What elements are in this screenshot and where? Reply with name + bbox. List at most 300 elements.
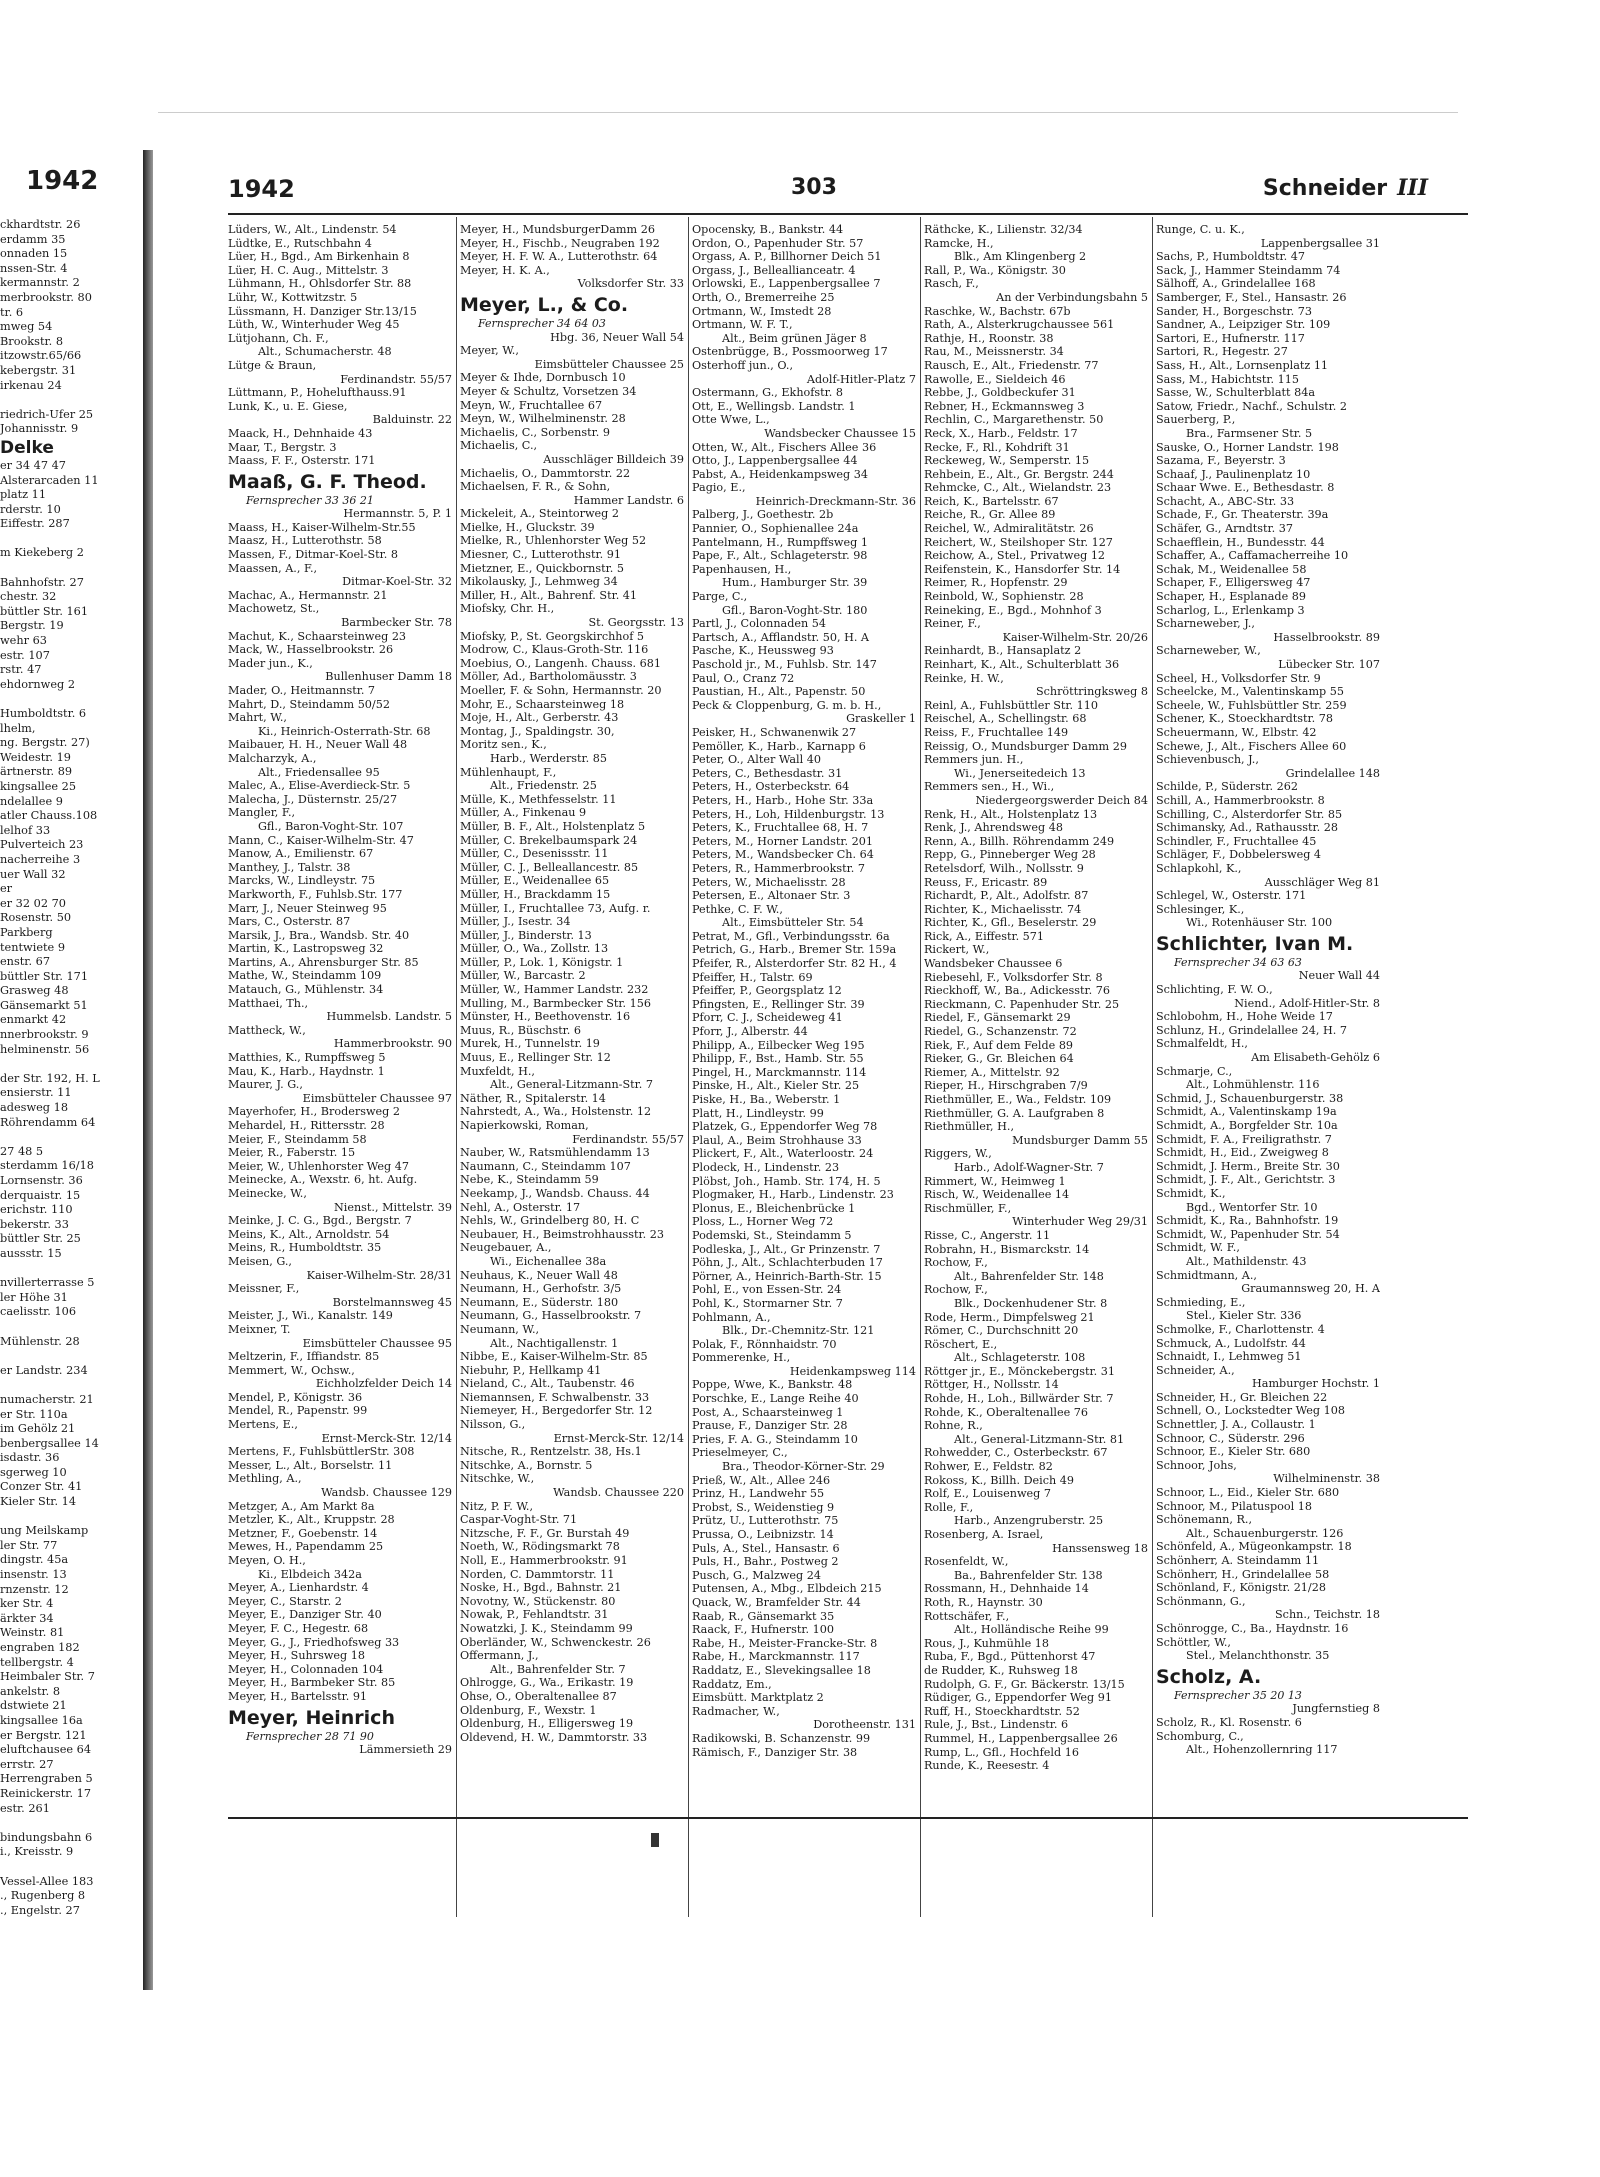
directory-entry: Ohlrogge, G., Wa., Erikastr. 19	[460, 1676, 634, 1690]
directory-entry: Reischel, A., Schellingstr. 68	[924, 712, 1087, 726]
directory-entry: Mülle, K., Methfesselstr. 11	[460, 792, 617, 806]
left-page-line: büttler Str. 171	[0, 969, 89, 983]
directory-entry: Miofsky, Chr. H.,	[460, 602, 555, 616]
left-page-line: rderstr. 10	[0, 502, 61, 516]
directory-entry: Hammer Landstr. 6	[573, 493, 684, 507]
directory-entry: Schmolke, F., Charlottenstr. 4	[1156, 1322, 1325, 1336]
left-page-line: ndelallee 9	[0, 794, 63, 808]
left-page-line: ler Str. 77	[0, 1538, 58, 1552]
telephone-line: Fernsprecher 34 64 03	[478, 316, 606, 330]
directory-entry: Meyer, G., J., Friedhofsweg 33	[228, 1635, 400, 1649]
directory-entry: Schönmann, G.,	[1156, 1594, 1246, 1608]
directory-entry: Riggers, W.,	[924, 1147, 992, 1161]
directory-entry: Meins, R., Humboldtstr. 35	[228, 1241, 382, 1255]
left-page-line: riedrich-Ufer 25	[0, 407, 94, 421]
directory-entry: Schönland, F., Königstr. 21/28	[1156, 1581, 1326, 1595]
bold-listing-name: Meyer, L., & Co.	[460, 293, 629, 316]
left-page-line: rnzenstr. 12	[0, 1582, 69, 1596]
directory-entry: Schlichting, F. W. O.,	[1156, 983, 1273, 997]
left-page-line: tentwiete 9	[0, 940, 66, 954]
directory-entry: Scheele, W., Fuhlsbüttler Str. 259	[1156, 698, 1347, 712]
directory-entry: Noske, H., Bgd., Bahnstr. 21	[460, 1581, 622, 1595]
left-page-line: caelisstr. 106	[0, 1305, 77, 1319]
directory-entry: Alt., Schlageterstr. 108	[954, 1351, 1086, 1365]
directory-entry: Otte Wwe, L.,	[692, 413, 770, 427]
telephone-line: Fernsprecher 34 63 63	[1174, 955, 1302, 969]
directory-entry: Schmidt, J. F., Alt., Gerichtstr. 3	[1156, 1173, 1336, 1187]
directory-entry: Reichow, A., Stel., Privatweg 12	[924, 549, 1106, 563]
left-page-line: büttler Str. 25	[0, 1232, 81, 1246]
directory-entry: Ostermann, G., Ekhofstr. 8	[692, 386, 843, 400]
directory-entry: Reuss, F., Ericastr. 89	[924, 875, 1048, 889]
directory-entry: Malecha, J., Düsternstr. 25/27	[228, 792, 398, 806]
directory-entry: Peters, H., Harb., Hohe Str. 33a	[692, 793, 874, 807]
directory-entry: Rummel, H., Lappenbergsallee 26	[924, 1731, 1118, 1745]
directory-entry: Malec, A., Elise-Averdieck-Str. 5	[228, 779, 411, 793]
directory-entry: Ausschläger Weg 81	[1264, 875, 1380, 889]
directory-entry: Jungfernstieg 8	[1292, 1702, 1380, 1716]
directory-entry: Raack, F., Hufnerstr. 100	[692, 1623, 834, 1637]
directory-entry: Probst, S., Weidenstieg 9	[692, 1500, 835, 1514]
left-page-line: nvillerterrasse 5	[0, 1276, 95, 1290]
directory-entry: Pfeiffer, P., Georgsplatz 12	[692, 984, 842, 998]
directory-entry: Pohl, E., von Essen-Str. 24	[692, 1283, 842, 1297]
directory-entry: Noll, E., Hammerbrookstr. 91	[460, 1554, 628, 1567]
directory-entry: Rosenberg, A. Israel,	[924, 1528, 1044, 1541]
directory-entry: Schmidt, F. A., Freiligrathstr. 7	[1156, 1132, 1332, 1146]
directory-entry: Meyer, H., Barmbeker Str. 85	[228, 1676, 396, 1690]
directory-entry: Meyer, C., Starstr. 2	[228, 1594, 342, 1608]
directory-entry: Nehls, W., Grindelberg 80, H. C	[460, 1214, 640, 1228]
directory-entry: Matthaei, Th.,	[228, 996, 309, 1010]
running-title	[1263, 175, 1428, 201]
directory-entry: Alt., General-Litzmann-Str. 81	[954, 1432, 1125, 1446]
directory-entry: Schönherr, A. Steindamm 11	[1156, 1554, 1320, 1567]
left-page-line: derquaistr. 15	[0, 1188, 81, 1202]
directory-entry: Müller, I., Fruchtallee 73, Aufg. r.	[460, 901, 651, 915]
directory-entry: Rabe, H., Meister-Francke-Str. 8	[692, 1636, 878, 1650]
directory-entry: Reiner, F.,	[924, 617, 981, 631]
directory-entry: Nehl, A., Osterstr. 17	[460, 1200, 581, 1214]
directory-entry: Richter, K., Michaelisstr. 74	[924, 902, 1082, 916]
directory-entry: Methling, A.,	[228, 1472, 302, 1486]
left-page-line: platz 11	[0, 488, 47, 502]
left-page-line	[0, 1816, 140, 1831]
left-page-line: helminenstr. 56	[0, 1042, 90, 1056]
left-page-line	[0, 1262, 140, 1277]
left-page-line: Röhrendamm 64	[0, 1115, 96, 1129]
left-page-line: büttler Str. 161	[0, 604, 89, 618]
directory-entry: Neuer Wall 44	[1298, 969, 1380, 983]
directory-entry: Rolf, E., Louisenweg 7	[924, 1487, 1051, 1501]
directory-entry: Mayerhofer, H., Brodersweg 2	[228, 1105, 400, 1119]
directory-entry: Remmers jun. H.,	[924, 753, 1024, 767]
directory-entry: Schindler, F., Fruchtallee 45	[1156, 834, 1317, 848]
directory-entry: Dorotheenstr. 131	[813, 1718, 916, 1732]
directory-entry: Alt., Friedenstr. 25	[490, 779, 597, 793]
directory-entry: Bra., Theodor-Körner-Str. 29	[722, 1460, 885, 1474]
directory-entry: Hasselbrookstr. 89	[1273, 630, 1380, 644]
left-page-line: insenstr. 13	[0, 1568, 67, 1582]
directory-entry: Möller, Ad., Bartholomäusstr. 3	[460, 670, 637, 684]
directory-entry: Rausch, E., Alt., Friedenstr. 77	[924, 358, 1099, 372]
directory-entry: Lüttmann, P., Hohelufthauss.91	[228, 386, 407, 400]
directory-entry: Reissig, O., Mundsburger Damm 29	[924, 739, 1127, 753]
left-page-line	[0, 1378, 140, 1393]
directory-entry: Ferdinandstr. 55/57	[572, 1132, 684, 1146]
left-page-line: Pulverteich 23	[0, 838, 84, 852]
directory-entry: Rolle, F.,	[924, 1500, 974, 1514]
directory-entry: Rick, A., Eiffestr. 571	[924, 929, 1045, 943]
directory-entry: Polak, F., Rönnhaidstr. 70	[692, 1337, 837, 1351]
directory-entry: Riethmüller, E., Wa., Feldstr. 109	[924, 1093, 1112, 1106]
directory-entry: Rieckhoff, W., Ba., Adickesstr. 76	[924, 984, 1110, 998]
directory-entry: Rode, Herm., Dimpfelsweg 21	[924, 1310, 1095, 1324]
left-page-line: aussstr. 15	[0, 1246, 62, 1260]
directory-entry: Eimsbütteler Chaussee 95	[302, 1336, 452, 1350]
left-page-line: nnerbrookstr. 9	[0, 1028, 89, 1042]
directory-entry: Memmert, W., Ochsw.,	[228, 1363, 355, 1377]
directory-entry: Schöttler, W.,	[1156, 1635, 1231, 1649]
directory-entry: Maass, H., Kaiser-Wilhelm-Str.55	[228, 520, 416, 534]
directory-entry: Pasche, K., Heussweg 93	[692, 644, 834, 658]
left-page-line: Vessel-Allee 183	[0, 1874, 94, 1888]
directory-entry: Risch, W., Weidenallee 14	[924, 1188, 1070, 1202]
left-page-line: estr. 261	[0, 1801, 50, 1815]
directory-entry: Remmers sen., H., Wi.,	[924, 780, 1055, 794]
directory-entry: Pannier, O., Sophienallee 24a	[692, 522, 859, 536]
directory-entry: Offermann, J.,	[460, 1649, 539, 1663]
directory-entry: Platt, H., Lindleystr. 99	[692, 1106, 824, 1120]
directory-entry: Mertens, E.,	[228, 1418, 298, 1432]
directory-entry: Schilling, C., Alsterdorfer Str. 85	[1156, 807, 1343, 821]
directory-entry: Orth, O., Bremerreihe 25	[692, 290, 835, 304]
left-page-line: Lornsenstr. 36	[0, 1174, 83, 1187]
directory-entry: Martins, A., Ahrensburger Str. 85	[228, 955, 419, 969]
directory-entry: Rule, J., Bst., Lindenstr. 6	[924, 1718, 1069, 1732]
directory-entry: Rath, A., Alsterkrugchaussee 561	[924, 318, 1115, 332]
left-page-line: engraben 182	[0, 1641, 80, 1654]
directory-entry: Noeth, W., Rödingsmarkt 78	[460, 1540, 620, 1554]
directory-entry: Maurer, J. G.,	[228, 1078, 303, 1092]
directory-entry: Raab, R., Gänsemarkt 35	[692, 1609, 835, 1623]
left-page-line: er 34 47 47	[0, 458, 66, 472]
directory-entry: Reiss, F., Fruchtallee 149	[924, 725, 1069, 739]
directory-entry: Schener, K., Stoeckhardtstr. 78	[1156, 712, 1333, 726]
left-page-line: kingsallee 16a	[0, 1713, 83, 1727]
directory-entry: Ploss, L., Horner Weg 72	[692, 1215, 834, 1229]
directory-entry: Rämisch, F., Danziger Str. 38	[692, 1745, 858, 1759]
directory-entry: Wandsbecker Chaussee 15	[764, 426, 916, 440]
directory-entry: Michaelis, C., Sorbenstr. 9	[460, 425, 610, 439]
directory-entry: Rump, L., Gfl., Hochfeld 16	[924, 1745, 1079, 1759]
directory-entry: Peters, R., Hammerbrookstr. 7	[692, 861, 866, 875]
directory-entry: Schaper, H., Esplanade 89	[1156, 590, 1307, 604]
directory-page	[158, 112, 1458, 2008]
directory-entry: Pfeifer, R., Alsterdorfer Str. 82 H., 4	[692, 957, 897, 971]
left-page-line: mweg 54	[0, 320, 53, 334]
directory-entry: Nitschke, A., Bornstr. 5	[460, 1458, 593, 1472]
directory-entry: Pantelmann, H., Rumpffsweg 1	[692, 535, 868, 549]
directory-entry: Schmarje, C.,	[1156, 1064, 1233, 1078]
directory-entry: Metzger, A., Am Markt 8a	[228, 1499, 375, 1513]
directory-entry: Röschert, E.,	[924, 1337, 998, 1351]
directory-entry: Reinhardt, B., Hansaplatz 2	[924, 644, 1082, 658]
directory-entry: Nitsche, R., Rentzelstr. 38, Hs.1	[460, 1445, 642, 1459]
left-page-line: uer Wall 32	[0, 867, 66, 881]
directory-entry: Rottschäfer, F.,	[924, 1609, 1010, 1623]
directory-entry: Rasch, F.,	[924, 277, 979, 291]
directory-entry: Scharneweber, W.,	[1156, 644, 1261, 658]
directory-entry: Ki., Heinrich-Osterrath-Str. 68	[258, 724, 431, 738]
left-page-line: benbergsallee 14	[0, 1436, 99, 1450]
directory-entry: Heinrich-Dreckmann-Str. 36	[755, 494, 916, 508]
directory-entry: Maibauer, H. H., Neuer Wall 48	[228, 738, 408, 752]
directory-entry: Matthies, K., Rumpffsweg 5	[228, 1051, 386, 1065]
directory-entry: Quack, W., Bramfelder Str. 44	[692, 1595, 861, 1609]
directory-entry: Schaefflein, H., Bundesstr. 44	[1156, 535, 1325, 549]
directory-entry: Satow, Friedr., Nachf., Schulstr. 2	[1156, 399, 1348, 413]
directory-entry: Müller, H., Brackdamm 15	[460, 887, 611, 901]
directory-entry: Osterhoff jun., O.,	[692, 358, 793, 372]
directory-entry: Prussa, O., Leibnizstr. 14	[692, 1528, 834, 1541]
left-page-line: ckhardtstr. 26	[0, 218, 81, 231]
directory-entry: Alt., Hohenzollernring 117	[1186, 1743, 1338, 1757]
directory-entry: Peters, C., Bethesdastr. 31	[692, 766, 843, 780]
directory-entry: Pöhn, J., Alt., Schlachterbuden 17	[692, 1256, 883, 1270]
directory-entry: Plonus, E., Bleichenbrücke 1	[692, 1201, 856, 1215]
directory-entry: St. Georgsstr. 13	[588, 616, 684, 630]
directory-entry: Schnettler, J. A., Collaustr. 1	[1156, 1418, 1316, 1432]
directory-entry: Nahrstedt, A., Wa., Holstenstr. 12	[460, 1105, 652, 1119]
directory-entry: Schmidtmann, A.,	[1156, 1268, 1257, 1282]
directory-entry: Schnoor, L., Eid., Kieler Str. 680	[1156, 1486, 1340, 1500]
directory-entry: Scheuermann, W., Elbstr. 42	[1156, 725, 1317, 739]
directory-entry: Michaelis, C.,	[460, 439, 538, 453]
directory-entry: Müller, C., Desenissstr. 11	[460, 847, 609, 861]
column-divider	[688, 217, 689, 1917]
directory-entry: Meyer, H., Colonnaden 104	[228, 1662, 384, 1676]
directory-entry: Meyer, H., MundsburgerDamm 26	[460, 223, 655, 236]
directory-entry: Meyer, H. K. A.,	[460, 263, 550, 277]
directory-entry: Plöbst, Joh., Hamb. Str. 174, H. 5	[692, 1174, 881, 1188]
column-divider	[1152, 217, 1153, 1917]
left-page-line: erichstr. 110	[0, 1203, 73, 1217]
directory-entry: Parge, C.,	[692, 590, 748, 604]
directory-entry: Pohl, K., Stormarner Str. 7	[692, 1296, 843, 1310]
directory-entry: An der Verbindungsbahn 5	[996, 290, 1148, 304]
directory-entry: Schlapkohl, K.,	[1156, 861, 1242, 875]
directory-entry: Moje, H., Alt., Gerberstr. 43	[460, 711, 619, 725]
directory-entry: Nitschke, W.,	[460, 1472, 535, 1486]
directory-entry: Oldenburg, F., Wexstr. 1	[460, 1703, 597, 1717]
left-page-line: m Kiekeberg 2	[0, 546, 84, 560]
directory-entry: Wandsb. Chaussee 220	[553, 1486, 684, 1500]
directory-entry: Neuhaus, K., Neuer Wall 48	[460, 1268, 618, 1282]
directory-entry: Radmacher, W.,	[692, 1704, 780, 1718]
directory-entry: Winterhuder Weg 29/31	[1012, 1215, 1148, 1229]
directory-entry: Reich, K., Bartelsstr. 67	[924, 494, 1059, 508]
header-year: 1942	[228, 175, 295, 203]
left-page-line: ankelstr. 8	[0, 1684, 61, 1698]
directory-entry: Schlunz, H., Grindelallee 24, H. 7	[1156, 1023, 1347, 1037]
directory-entry: Müller, W., Hammer Landstr. 232	[460, 983, 649, 997]
directory-entry: Poppe, Wwe, K., Bankstr. 48	[692, 1378, 853, 1392]
left-page-line	[0, 692, 140, 707]
directory-entry: Gfl., Baron-Voght-Str. 180	[722, 603, 868, 617]
directory-entry: Reiche, R., Gr. Allee 89	[924, 508, 1056, 522]
directory-entry: Peters, M., Wandsbecker Ch. 64	[692, 848, 874, 862]
directory-entry: Schmidt, W., Papenhuder Str. 54	[1156, 1227, 1340, 1241]
directory-entry: Recke, F., Rl., Kohdrift 31	[924, 440, 1070, 454]
directory-entry: Adolf-Hitler-Platz 7	[806, 372, 916, 386]
directory-entry: Sandner, A., Leipziger Str. 109	[1156, 318, 1331, 332]
directory-entry: Neumann, G., Hasselbrookstr. 7	[460, 1309, 642, 1323]
directory-entry: Maack, H., Dehnhaide 43	[228, 426, 373, 440]
directory-entry: Scholz, R., Kl. Rosenstr. 6	[1156, 1715, 1302, 1729]
directory-entry: Pommerenke, H.,	[692, 1351, 791, 1365]
directory-entry: Pagio, E.,	[692, 481, 746, 495]
directory-entry: Pries, F. A. G., Steindamm 10	[692, 1432, 858, 1446]
book-spine	[143, 150, 153, 1990]
directory-entry: Scharneweber, J.,	[1156, 617, 1255, 631]
directory-entry: Messer, L., Alt., Borselstr. 11	[228, 1458, 393, 1472]
directory-entry: Schönfeld, A., Mügeonkampstr. 18	[1156, 1540, 1352, 1554]
directory-entry: Mendel, P., Königstr. 36	[228, 1390, 363, 1404]
directory-entry: Prause, F., Danziger Str. 28	[692, 1419, 848, 1433]
left-page-line: Johannisstr. 9	[0, 422, 79, 436]
directory-entry: Plickert, F., Alt., Waterloostr. 24	[692, 1147, 874, 1161]
directory-entry: Muxfeldt, H.,	[460, 1064, 535, 1078]
left-page-line: Alsterarcaden 11	[0, 473, 99, 487]
directory-entry: Paul, O., Cranz 72	[692, 671, 795, 685]
directory-entry: Pabst, A., Heidenkampsweg 34	[692, 467, 869, 481]
left-page-line: Delke	[0, 437, 54, 458]
left-page-line: ensierstr. 11	[0, 1086, 72, 1100]
directory-entry: Rohde, H., Loh., Billwärder Str. 7	[924, 1392, 1114, 1406]
directory-entry: Philipp, A., Eilbecker Weg 195	[692, 1038, 865, 1052]
directory-entry: Meinke, J. C. G., Bgd., Bergstr. 7	[228, 1214, 412, 1228]
directory-entry: Putensen, A., Mbg., Elbdeich 215	[692, 1582, 882, 1596]
directory-entry: Mathe, W., Steindamm 109	[228, 969, 382, 983]
directory-entry: Mahrt, W.,	[228, 711, 287, 725]
directory-entry: Alt., Beim grünen Jäger 8	[722, 331, 867, 345]
left-page-line	[0, 532, 140, 547]
directory-entry: Prieselmeyer, C.,	[692, 1446, 788, 1460]
column-5	[1156, 223, 1380, 2013]
directory-entry: Meissner, F.,	[228, 1282, 300, 1296]
directory-entry: Mattheck, W.,	[228, 1023, 306, 1037]
left-page-line: Rosenstr. 50	[0, 911, 72, 925]
directory-entry: Murek, H., Tunnelstr. 19	[460, 1037, 600, 1051]
directory-entry: Plodeck, H., Lindenstr. 23	[692, 1160, 840, 1174]
directory-entry: Massen, F., Ditmar-Koel-Str. 8	[228, 548, 398, 562]
left-page-line: ler Höhe 31	[0, 1290, 68, 1304]
directory-entry: Runge, C. u. K.,	[1156, 223, 1245, 236]
directory-entry: Schönemann, R.,	[1156, 1513, 1253, 1527]
directory-entry: Prieß, W., Alt., Allee 246	[692, 1473, 831, 1487]
directory-entry: Metzler, K., Alt., Kruppstr. 28	[228, 1513, 395, 1527]
directory-entry: Rehmcke, C., Alt., Wielandstr. 23	[924, 481, 1112, 495]
directory-entry: Ortmann, W., Imstedt 28	[692, 304, 832, 318]
directory-entry: Riethmüller, H.,	[924, 1120, 1015, 1134]
directory-entry: Pinske, H., Alt., Kieler Str. 25	[692, 1079, 860, 1093]
directory-entry: Schröttringksweg 8	[1035, 685, 1148, 699]
directory-entry: Schievenbusch, J.,	[1156, 753, 1259, 767]
directory-entry: Nowatzki, J. K., Steindamm 99	[460, 1621, 633, 1635]
directory-entry: Riebesehl, F., Volksdorfer Str. 8	[924, 970, 1103, 984]
directory-entry: Schönherr, H., Grindelallee 58	[1156, 1567, 1330, 1581]
directory-entry: Retelsdorf, Wilh., Nollsstr. 9	[924, 861, 1084, 875]
left-page-line: bindungsbahn 6	[0, 1830, 93, 1844]
left-page-line: er Str. 110a	[0, 1407, 68, 1421]
directory-entry: Robrahn, H., Bismarckstr. 14	[924, 1242, 1090, 1256]
header-rule	[228, 213, 1468, 215]
directory-entry: Riek, F., Auf dem Felde 89	[924, 1038, 1074, 1052]
directory-entry: Peter, O., Alter Wall 40	[692, 753, 821, 767]
directory-entry: Pforr, J., Alberstr. 44	[692, 1025, 808, 1039]
directory-entry: Peters, K., Fruchtallee 68, H. 7	[692, 821, 869, 835]
directory-entry: Schmidt, H., Eid., Zweigweg 8	[1156, 1146, 1329, 1160]
directory-entry: Schmidt, A., Borgfelder Str. 10a	[1156, 1119, 1338, 1132]
directory-entry: Wi., Jenerseitedeich 13	[954, 766, 1086, 780]
directory-entry: Ohse, O., Oberaltenallee 87	[460, 1689, 617, 1703]
left-page-line: erdamm 35	[0, 232, 66, 246]
directory-entry: Meinecke, A., Wexstr. 6, ht. Aufg.	[228, 1173, 418, 1187]
directory-entry: Marsik, J., Bra., Wandsb. Str. 40	[228, 928, 410, 942]
directory-entry: Schnoor, M., Pilatuspool 18	[1156, 1499, 1312, 1513]
directory-entry: Grindelallee 148	[1285, 766, 1380, 780]
directory-entry: Montag, J., Spaldingstr. 30,	[460, 724, 615, 738]
directory-entry: Partsch, A., Afflandstr. 50, H. A	[692, 630, 870, 644]
directory-entry: Balduinstr. 22	[372, 413, 452, 427]
directory-entry: Mewes, H., Papendamm 25	[228, 1540, 384, 1554]
directory-entry: Nilsson, G.,	[460, 1418, 526, 1432]
left-page-line: Bahnhofstr. 27	[0, 575, 84, 589]
directory-entry: Nibbe, E., Kaiser-Wilhelm-Str. 85	[460, 1350, 648, 1364]
directory-entry: Meier, F., Steindamm 58	[228, 1132, 367, 1146]
directory-entry: Blk., Am Klingenberg 2	[954, 250, 1087, 264]
directory-entry: Machac, A., Hermannstr. 21	[228, 588, 388, 602]
left-page-line: Parkberg	[0, 925, 53, 939]
directory-entry: Alt., Friedensallee 95	[258, 765, 380, 779]
left-page-line: lhelm,	[0, 721, 36, 735]
left-page-line	[0, 561, 140, 576]
directory-entry: Eimsbütteler Chaussee 25	[534, 357, 684, 371]
directory-entry: Nowak, P., Fehlandtstr. 31	[460, 1608, 609, 1622]
left-page-line: ker Str. 4	[0, 1597, 54, 1611]
directory-entry: Pusch, G., Malzweg 24	[692, 1568, 822, 1582]
directory-entry: Oldevend, H. W., Dammtorstr. 33	[460, 1730, 648, 1744]
directory-entry: Hanssensweg 18	[1052, 1541, 1148, 1555]
directory-entry: Mickeleit, A., Steintorweg 2	[460, 507, 620, 521]
bold-listing-name: Maaß, G. F. Theod.	[228, 470, 427, 493]
directory-entry: Alt., Schumacherstr. 48	[258, 345, 392, 359]
directory-entry: Alt., Nachtigallenstr. 1	[490, 1336, 619, 1350]
left-page-line: chestr. 32	[0, 590, 57, 604]
directory-entry: Markworth, F., Fuhlsb.Str. 177	[228, 887, 403, 901]
left-page-line: wehr 63	[0, 634, 47, 648]
left-page-line: ärkter 34	[0, 1611, 54, 1625]
column-divider	[920, 217, 921, 1917]
directory-entry: Alt., Bahrenfelder Str. 148	[954, 1269, 1104, 1283]
left-page-line	[0, 393, 140, 408]
directory-entry: Schönrogge, C., Ba., Haydnstr. 16	[1156, 1621, 1349, 1635]
left-page-line: ., Rugenberg 8	[0, 1889, 86, 1903]
column-2	[460, 223, 684, 2013]
directory-entry: Schäfer, G., Arndtstr. 37	[1156, 522, 1293, 536]
directory-entry: Schewe, J., Alt., Fischers Allee 60	[1156, 739, 1347, 753]
